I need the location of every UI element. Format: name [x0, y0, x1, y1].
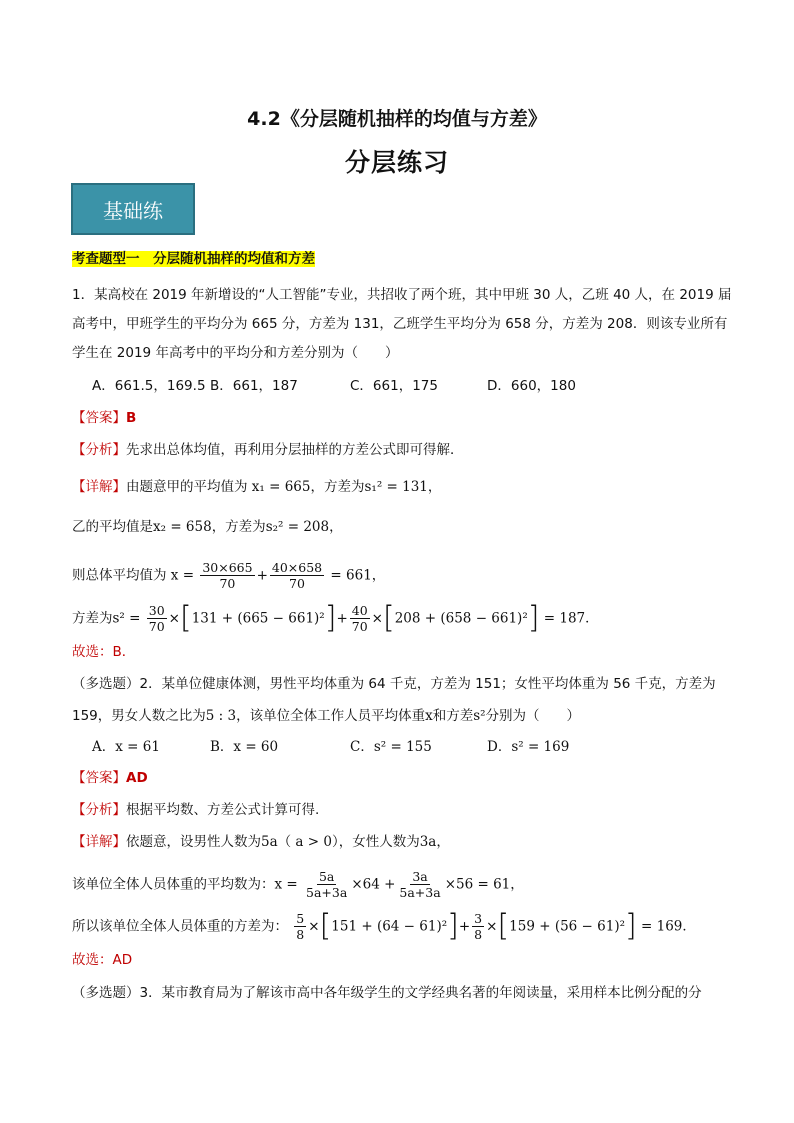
q2-text: ，该单位全体工作人员平均体重 [236, 708, 426, 724]
math-5a: 5a [261, 834, 278, 850]
math-x: x = [170, 567, 195, 584]
detail-tag: 【详解】 [72, 834, 126, 850]
math-result: = 187 [543, 610, 586, 627]
detail-text: 依题意，设男性人数为 [126, 834, 261, 850]
detail-text: ， [329, 519, 343, 535]
conclusion-text: 故选：AD [72, 952, 133, 968]
math-bracket-2: 159 + (56 − 61)² [509, 918, 626, 935]
detail-text: 方差为 [72, 610, 113, 627]
math-mean-2: x₂ = 658 [153, 519, 212, 535]
q1-line3: 学生在 2019 年高考中的平均分和方差分别为（ ） [72, 345, 399, 361]
analysis-text: 先求出总体均值，再利用分层抽样的方差公式即可得解． [126, 442, 464, 458]
detail-text: ，方差为 [211, 519, 266, 535]
math-x: x = [274, 876, 298, 893]
detail-text: 该单位全体人员体重的平均数为： [72, 876, 275, 893]
doc-title: 4.2《分层随机抽样的均值与方差》 [247, 108, 547, 130]
detail-text: 所以该单位全体人员体重的方差为： [72, 918, 288, 935]
q2-option-d: D．s² = 169 [487, 739, 570, 755]
frac-num: 3a [412, 869, 428, 884]
q1-detail-3: 则总体平均值为 x = $\frac{30\times 665}{70}$ + $\frac{40\times 658}{70}$ = 661， [72, 560, 386, 591]
answer-tag: 【答案】 [72, 770, 126, 786]
analysis-tag: 【分析】 [72, 442, 126, 458]
q3-line1: （多选题）3．某市教育局为了解该市高中各年级学生的文学经典名著的年阅读量，采用样本比例分配的分 [72, 985, 702, 1001]
frac-den: 5a+3a [399, 885, 441, 900]
q2-line2 [72, 706, 732, 726]
math-result: = 661 [330, 567, 372, 584]
q1-option-a: A．661.5，169.5 [92, 378, 206, 394]
q2-detail-1 [72, 832, 732, 852]
detail-text: ， [427, 479, 442, 495]
detail-text: ， [371, 567, 386, 584]
q2-conclusion [72, 950, 732, 970]
frac-den: 5a+3a [306, 885, 348, 900]
math-var-1: s₁² = 131 [364, 479, 428, 495]
bracket: ] [324, 600, 337, 636]
q2-line1: （多选题）2．某单位健康体测，男性平均体重为 64 千克，方差为 151；女性平均体重为 56 千克，方差为 [72, 676, 716, 692]
math-s: s² = [112, 610, 141, 627]
frac-num: 30 [148, 603, 165, 618]
frac-num: 5a [318, 869, 335, 884]
q1-detail-2 [72, 517, 732, 537]
q2-text: 分别为（ ） [485, 708, 581, 724]
q2-detail-2 [72, 869, 732, 900]
math-mean-1: x₁ = 665 [251, 479, 311, 495]
section-heading [72, 249, 732, 269]
frac-den: 70 [148, 619, 165, 634]
math-3a: 3a [419, 834, 437, 850]
detail-text: ， [510, 876, 524, 893]
detail-text: 则总体平均值为 [72, 567, 167, 584]
q2-analysis [72, 800, 732, 820]
frac-num: 3 [474, 911, 483, 926]
detail-text: ． [682, 918, 696, 935]
answer-tag: 【答案】 [72, 410, 126, 426]
frac-num: 30×665 [202, 560, 253, 575]
q2-detail-3: 所以该单位全体人员体重的方差为： $\frac{5}{8}$ ×[151 + (64 − 61)²]+ $\frac{3}{8}$ ×[159 + (56 − 61)²] = 169． [72, 908, 696, 944]
fraction [472, 911, 484, 942]
detail-text: 由题意甲的平均值为 [126, 479, 248, 495]
q1-line1: 1．某高校在 2019 年新增设的“人工智能”专业，共招收了两个班，其中甲班 30 人，乙班 40 人，在 2019 届 [72, 287, 732, 303]
level-badge: 基础练 [71, 183, 195, 235]
bracket: ] [447, 908, 459, 944]
fraction [200, 560, 254, 591]
frac-num: 40×658 [271, 560, 323, 575]
q1-option-d: D．660，180 [487, 378, 576, 394]
frac-num: 5 [296, 911, 305, 926]
q2-text: 159，男女人数之比为 [72, 708, 206, 724]
q2-text: 和方差 [432, 708, 474, 724]
q1-answer [72, 408, 732, 428]
math-x: x [425, 708, 433, 724]
detail-text: ，方差为 [310, 479, 365, 495]
q2-answer [72, 768, 732, 788]
frac-den: 70 [219, 576, 236, 591]
bracket: [ [382, 600, 395, 636]
frac-den: 8 [474, 927, 483, 942]
q2-option-c: C．s² = 155 [350, 739, 432, 755]
detail-text: ． [585, 610, 599, 627]
math-ratio: 5 : 3 [205, 708, 237, 724]
math-bracket-2: 208 + (658 − 661)² [394, 610, 528, 627]
fraction [270, 560, 324, 591]
math-bracket-1: 131 + (665 − 661)² [191, 610, 325, 627]
q2-option-b: B．x = 60 [210, 739, 279, 755]
math-result: = 169 [641, 918, 683, 935]
conclusion-text: 故选：B． [72, 644, 136, 660]
analysis-text: 根据平均数、方差公式计算可得. [126, 802, 320, 818]
math-condition: （ a > 0） [277, 834, 339, 850]
bracket: ] [527, 600, 540, 636]
analysis-tag: 【分析】 [72, 802, 126, 818]
detail-tag: 【详解】 [72, 479, 126, 495]
answer-value: B [126, 410, 137, 426]
bracket: [ [319, 908, 332, 944]
frac-den: 8 [296, 927, 305, 942]
frac-num: 40 [351, 603, 368, 618]
q2-option-a: A．x = 61 [92, 739, 160, 755]
fraction [294, 911, 306, 942]
detail-text: ， [436, 834, 450, 850]
frac-den: 70 [289, 576, 305, 591]
detail-text: 乙的平均值是 [72, 519, 153, 535]
fraction [350, 603, 370, 634]
frac-den: 70 [351, 619, 368, 634]
q1-option-c: C．661，175 [350, 378, 438, 394]
bracket: [ [179, 600, 192, 636]
fraction [397, 869, 442, 900]
math-bracket-1: 151 + (64 − 61)² [331, 918, 448, 935]
fraction [147, 603, 167, 634]
q1-option-b: B．661，187 [210, 378, 298, 394]
q1-analysis [72, 440, 732, 460]
bracket: ] [625, 908, 637, 944]
detail-text: ，女性人数为 [338, 834, 420, 850]
q1-line2: 高考中，甲班学生的平均分为 665 分，方差为 131，乙班学生平均分为 658 分，方差为 208．则该专业所有 [72, 316, 728, 332]
q1-detail-1 [72, 477, 732, 497]
math-term: ×56 = 61 [444, 876, 511, 893]
section-label: 考查题型一 分层随机抽样的均值和方差 [72, 251, 315, 267]
bracket: [ [497, 908, 510, 944]
q1-detail-4: 方差为s² = $\frac{30}{70}$ ×[131 + (665 − 661)²]+ $\frac{40}{70}$ ×[208 + (658 − 661)²] = 187． [72, 600, 599, 636]
answer-value: AD [126, 770, 148, 786]
fraction [304, 869, 349, 900]
math-s: s² [473, 708, 486, 724]
math-term: ×64 + [351, 876, 396, 893]
math-var-2: s₂² = 208 [265, 519, 330, 535]
q1-conclusion [72, 642, 732, 662]
doc-subtitle: 分层练习 [344, 148, 449, 177]
